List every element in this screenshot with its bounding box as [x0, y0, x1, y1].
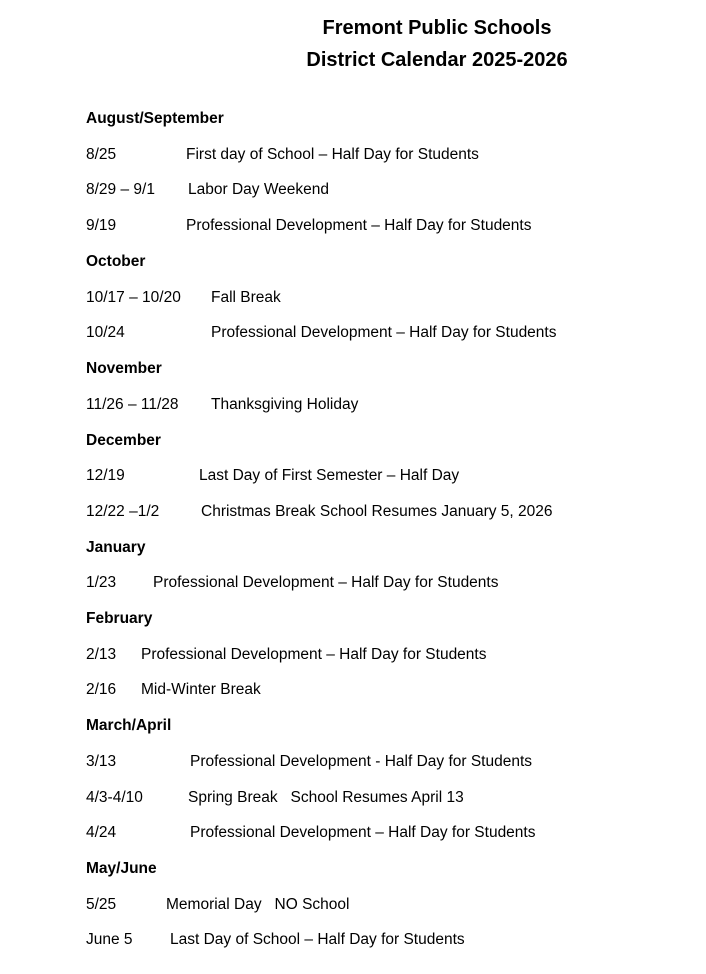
- event-date: 10/17 – 10/20: [86, 289, 181, 306]
- section-heading: August/September: [86, 110, 224, 127]
- event-date: 4/24: [86, 824, 117, 841]
- section-heading: March/April: [86, 717, 172, 734]
- event-date: 5/25: [86, 896, 117, 913]
- event-description: Last Day of School – Half Day for Students: [170, 931, 465, 948]
- section-heading: December: [86, 432, 161, 449]
- event-description: Professional Development – Half Day for Students: [141, 646, 487, 663]
- event-date: 9/19: [86, 217, 117, 234]
- event-description: Memorial Day NO School: [166, 896, 350, 913]
- event-date: 11/26 – 11/28: [86, 396, 179, 413]
- event-date: 2/13: [86, 646, 117, 663]
- event-description: Spring Break School Resumes April 13: [188, 789, 464, 806]
- event-description: Last Day of First Semester – Half Day: [199, 467, 460, 484]
- document-title-line1: Fremont Public Schools: [322, 17, 552, 39]
- event-description: Professional Development – Half Day for Students: [211, 324, 557, 341]
- event-date: 12/22 –1/2: [86, 503, 160, 520]
- section-heading: May/June: [86, 860, 157, 877]
- event-description: Professional Development – Half Day for Students: [190, 824, 536, 841]
- event-description: Professional Development - Half Day for Students: [190, 753, 533, 770]
- document-title-line2: District Calendar 2025-2026: [306, 49, 568, 71]
- section-heading: November: [86, 360, 162, 377]
- event-date: 4/3-4/10: [86, 789, 143, 806]
- event-date: 12/19: [86, 467, 125, 484]
- event-description: Labor Day Weekend: [188, 181, 330, 198]
- event-date: 1/23: [86, 574, 117, 591]
- event-date: 8/25: [86, 146, 117, 163]
- event-description: Thanksgiving Holiday: [211, 396, 359, 413]
- section-heading: October: [86, 253, 146, 270]
- event-description: Fall Break: [211, 289, 281, 306]
- event-description: First day of School – Half Day for Students: [186, 146, 479, 163]
- section-heading: February: [86, 610, 153, 627]
- event-description: Mid-Winter Break: [141, 681, 261, 698]
- event-description: Christmas Break School Resumes January 5, 2026: [201, 503, 553, 520]
- event-date: 8/29 – 9/1: [86, 181, 155, 198]
- event-date: 3/13: [86, 753, 117, 770]
- event-description: Professional Development – Half Day for Students: [186, 217, 532, 234]
- section-heading: January: [86, 539, 146, 556]
- event-description: Professional Development – Half Day for Students: [153, 574, 499, 591]
- event-date: 10/24: [86, 324, 125, 341]
- event-date: 2/16: [86, 681, 117, 698]
- event-date: June 5: [86, 931, 133, 948]
